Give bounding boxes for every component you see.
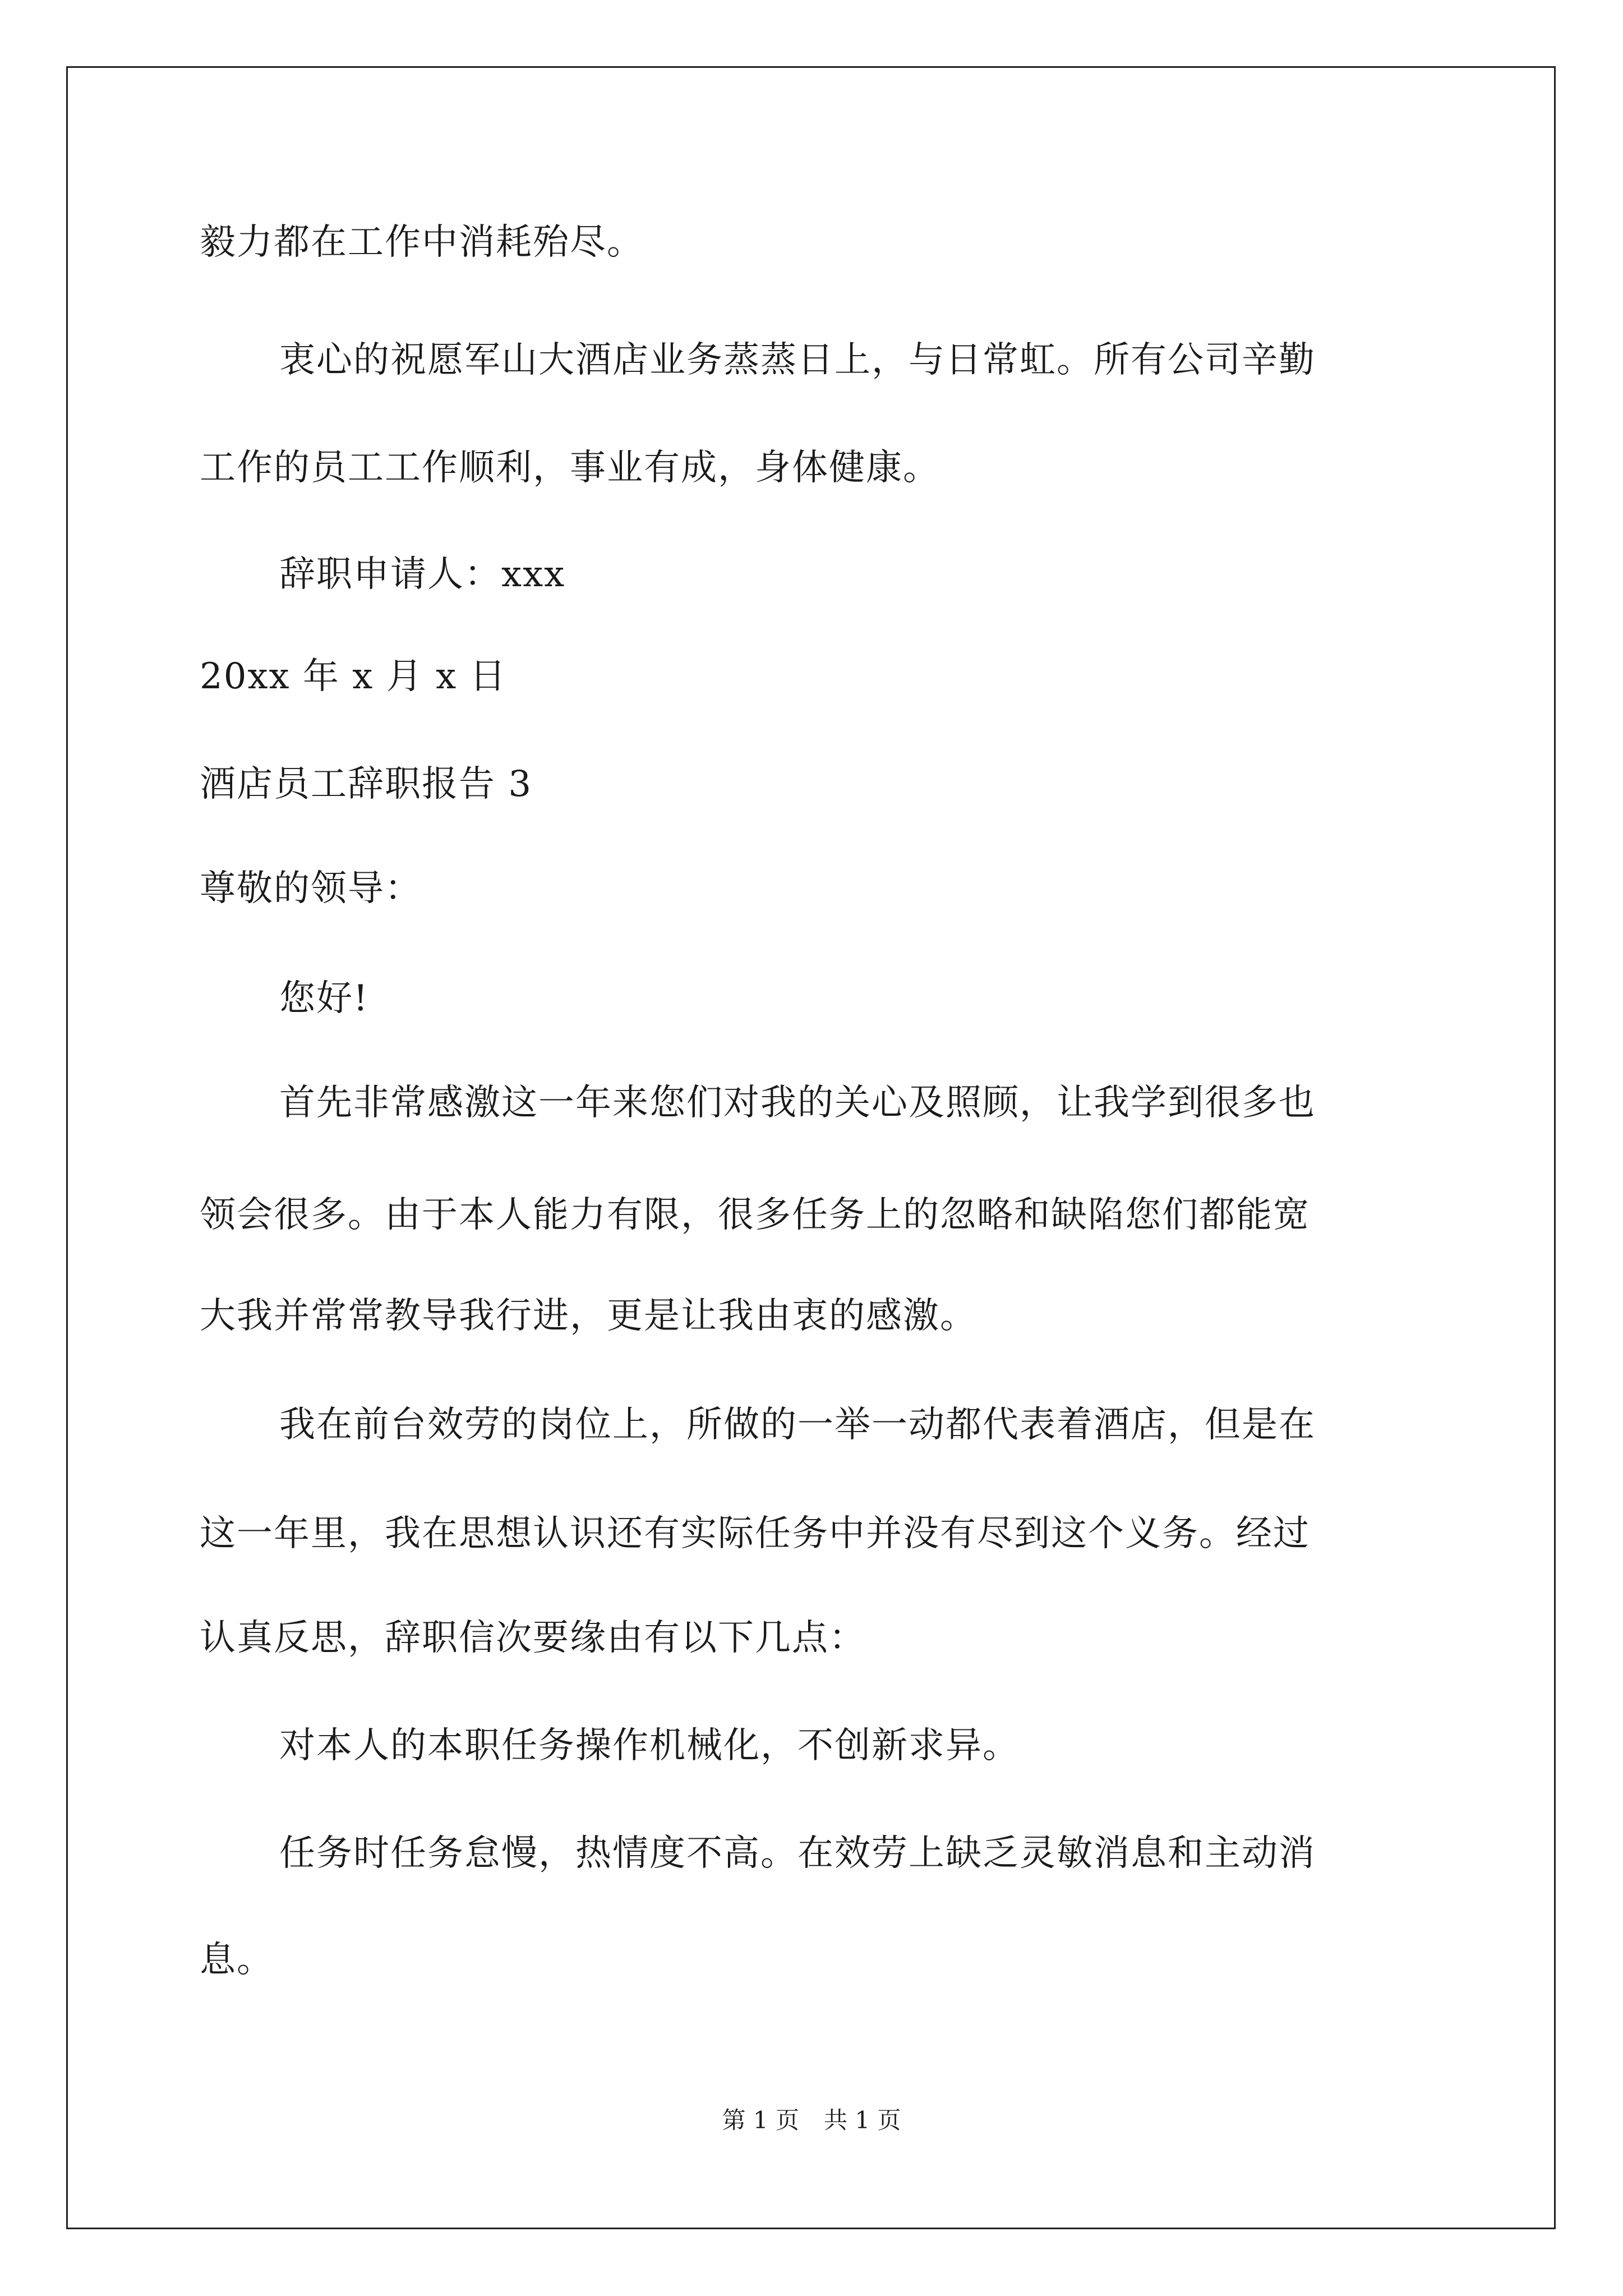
paragraph-line: 首先非常感激这一年来您们对我的关心及照顾，让我学到很多也 [279, 1082, 1316, 1124]
paragraph-line: 衷心的祝愿军山大酒店业务蒸蒸日上，与日常虹。所有公司辛勤 [279, 339, 1316, 381]
salutation: 尊敬的领导： [200, 868, 422, 909]
paragraph-line: 工作的员工工作顺利，事业有成，身体健康。 [200, 447, 940, 489]
signature-line: 辞职申请人：xxx [279, 554, 566, 595]
paragraph-line: 大我并常常教导我行进，更是让我由衷的感激。 [200, 1295, 977, 1337]
paragraph-line: 我在前台效劳的岗位上，所做的一举一动都代表着酒店，但是在 [279, 1404, 1316, 1446]
page-border [66, 66, 1556, 2229]
paragraph-line: 这一年里，我在思想认识还有实际任务中并没有尽到这个义务。经过 [200, 1513, 1310, 1554]
paragraph-line: 任务时任务怠慢，热情度不高。在效劳上缺乏灵敏消息和主动消 [279, 1833, 1316, 1874]
paragraph-line: 领会很多。由于本人能力有限，很多任务上的忽略和缺陷您们都能宽 [200, 1194, 1310, 1236]
paragraph-line: 毅力都在工作中消耗殆尽。 [200, 222, 644, 263]
page-number: 第 1 页 [722, 2106, 799, 2134]
page-total: 共 1 页 [824, 2106, 901, 2134]
page-footer [0, 2105, 1623, 2136]
paragraph-line: 对本人的本职任务操作机械化，不创新求异。 [279, 1725, 1020, 1766]
greeting: 您好! [279, 978, 369, 1019]
paragraph-line: 息。 [200, 1939, 274, 1981]
section-heading: 酒店员工辞职报告 3 [200, 763, 533, 805]
paragraph-line: 认真反思，辞职信次要缘由有以下几点： [200, 1617, 866, 1659]
date-line: 20xx 年 x 月 x 日 [200, 656, 507, 697]
